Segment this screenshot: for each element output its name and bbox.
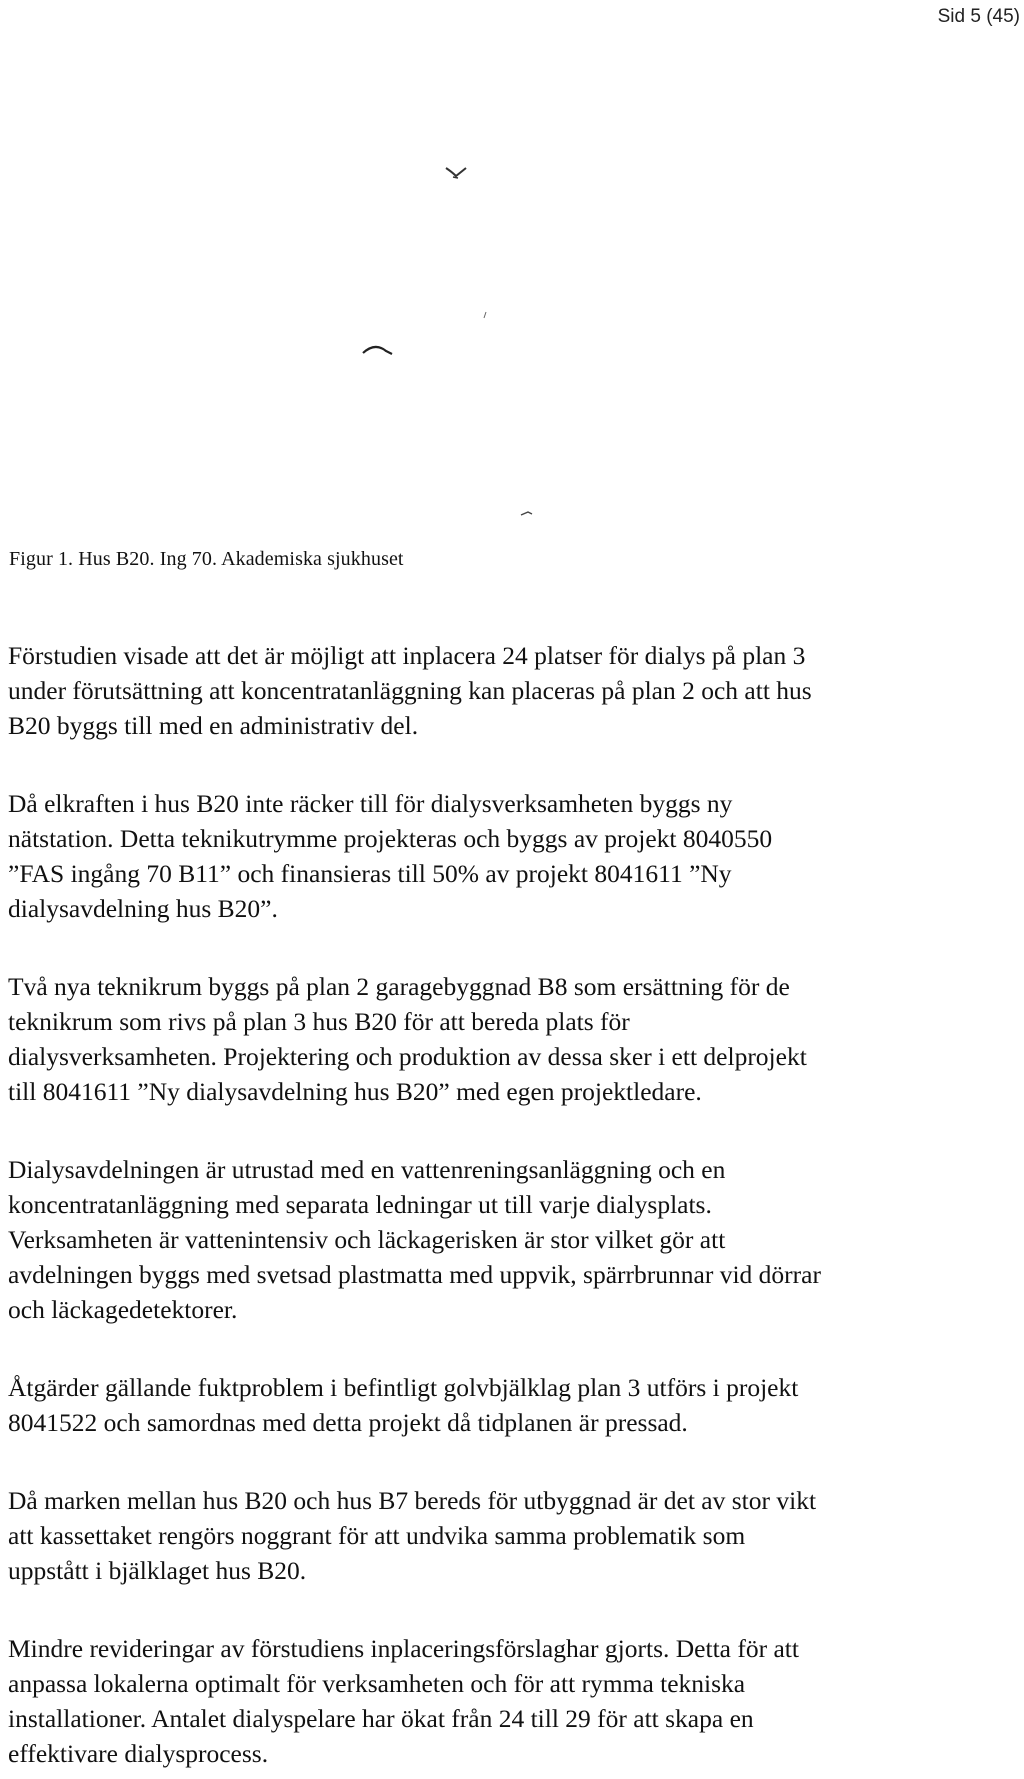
page-number: Sid 5 (45) [937, 6, 1020, 27]
paragraph: Då elkraften i hus B20 inte räcker till för dialysverksamheten byggs ny nätstation. Detta teknikutrymme projekteras och byggs av projekt 8040550 ”FAS ingång 70 B11” och finansieras till 50% av projekt 8041611 ”Ny dialysavdelning hus B20”. [8, 789, 773, 923]
paragraph: Dialysavdelningen är utrustad med en vattenreningsanläggning och en koncentratanläggning med separata ledningar ut till varje dialysplats. Verksamheten är vattenintensiv och läckagerisken är stor vilket gör att avdelningen byggs med svetsad plastmatta med uppvik, spärrbrunnar vid dörrar och läckagedetektorer. [8, 1155, 821, 1324]
paragraph: Åtgärder gällande fuktproblem i befintligt golvbjälklag plan 3 utförs i projekt 8041522 och samordnas med detta projekt då tidplanen är pressad. [8, 1373, 799, 1437]
scan-speck [453, 177, 458, 178]
figure-image [0, 60, 1024, 540]
scan-speck [484, 312, 486, 318]
scan-speck [521, 512, 532, 515]
paragraph: Mindre revideringar av förstudiens inplaceringsförslaghar gjorts. Detta för att anpassa lokalerna optimalt för verksamheten och för att rymma tekniska installationer. Antalet dialyspelare har ökat från 24 till 29 för att skapa en effektivare dialysprocess. [8, 1634, 799, 1768]
paragraph: Då marken mellan hus B20 och hus B7 bereds för utbyggnad är det av stor vikt att kassettaket rengörs noggrant för att undvika samma problematik som uppstått i bjälklaget hus B20. [8, 1486, 817, 1585]
scan-speck [446, 168, 466, 176]
body-text [8, 638, 1020, 1771]
figure-caption: Figur 1. Hus B20. Ing 70. Akademiska sjukhuset [9, 548, 404, 570]
scan-artifacts [0, 60, 1024, 540]
paragraph: Två nya teknikrum byggs på plan 2 garagebyggnad B8 som ersättning för de teknikrum som rivs på plan 3 hus B20 för att bereda plats för dialysverksamheten. Projektering och produktion av dessa sker i ett delprojekt till 8041611 ”Ny dialysavdelning hus B20” med egen projektledare. [8, 972, 807, 1106]
scan-speck [363, 347, 392, 354]
paragraph: Förstudien visade att det är möjligt att inplacera 24 platser för dialys på plan 3 under förutsättning att koncentratanläggning kan placeras på plan 2 och att hus B20 byggs till med en administrativ del. [8, 641, 812, 740]
